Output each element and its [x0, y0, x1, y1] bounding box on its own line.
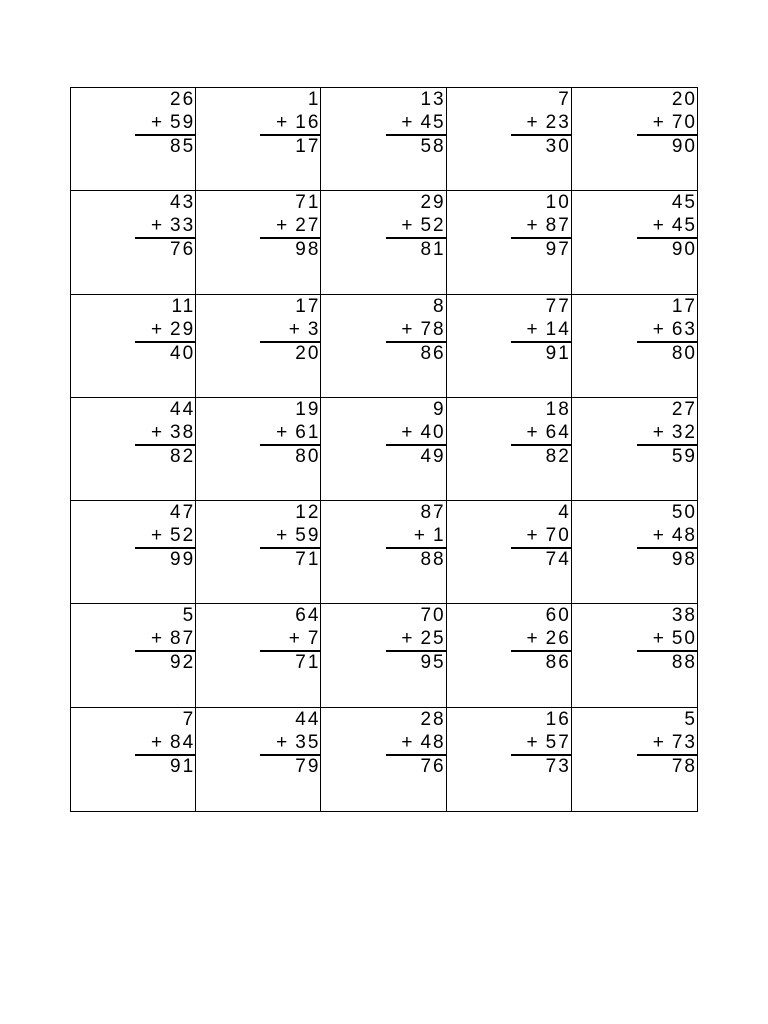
- plus-sign: +: [150, 318, 165, 340]
- addition-problem: [637, 191, 697, 261]
- first-addend: 47: [170, 502, 196, 524]
- addition-problem: [386, 501, 446, 571]
- addition-problem: [260, 708, 320, 778]
- second-addend: 48: [671, 525, 697, 547]
- plus-sign: +: [276, 525, 290, 547]
- first-addend: 19: [295, 398, 321, 420]
- addition-problem: [637, 708, 697, 778]
- problem-cell: [321, 191, 446, 294]
- second-addend: 16: [295, 112, 321, 133]
- first-addend: 26: [170, 89, 196, 110]
- second-addend: 3: [307, 318, 321, 340]
- second-addend-line: [260, 318, 320, 343]
- first-addend: 43: [170, 192, 196, 214]
- second-addend-line: [386, 214, 446, 239]
- sum-answer: 74: [545, 549, 571, 571]
- second-addend: 50: [671, 628, 697, 650]
- addition-problem: [637, 295, 697, 365]
- plus-sign: +: [150, 628, 165, 650]
- second-addend: 26: [545, 628, 571, 650]
- plus-sign: +: [526, 525, 540, 547]
- second-addend: 40: [420, 421, 446, 443]
- addition-problem: [386, 295, 446, 365]
- problem-cell: [447, 191, 572, 294]
- first-addend: 50: [671, 502, 697, 524]
- problem-cell: [196, 501, 321, 604]
- first-addend: 45: [671, 192, 697, 214]
- addition-problem: [511, 191, 571, 261]
- second-addend-line: [637, 524, 697, 549]
- second-addend-line: [386, 421, 446, 446]
- plus-sign: +: [401, 731, 415, 753]
- second-addend-line: [135, 524, 195, 549]
- sum-answer: 86: [545, 652, 571, 674]
- sum-answer: 81: [420, 239, 446, 261]
- second-addend-line: [260, 111, 320, 136]
- second-addend-line: [637, 421, 697, 446]
- problem-cell: [447, 398, 572, 501]
- first-addend: 64: [295, 605, 321, 627]
- second-addend: 14: [545, 318, 571, 340]
- problem-cell: [71, 501, 196, 604]
- first-addend: 11: [171, 295, 196, 317]
- problem-cell: [572, 295, 697, 398]
- second-addend: 64: [545, 421, 571, 443]
- second-addend-line: [260, 214, 320, 239]
- plus-sign: +: [288, 318, 302, 340]
- first-addend: 17: [671, 295, 697, 317]
- plus-sign: +: [150, 112, 165, 133]
- plus-sign: +: [276, 731, 290, 753]
- addition-problem: [260, 191, 320, 261]
- second-addend: 52: [170, 525, 196, 547]
- second-addend-line: [135, 731, 195, 756]
- plus-sign: +: [526, 421, 540, 443]
- second-addend: 59: [295, 525, 321, 547]
- plus-sign: +: [652, 318, 666, 340]
- plus-sign: +: [526, 318, 540, 340]
- second-addend-line: [511, 524, 571, 549]
- plus-sign: +: [401, 628, 415, 650]
- first-addend: 38: [671, 605, 697, 627]
- second-addend-line: [511, 214, 571, 239]
- addition-problem: [260, 398, 320, 468]
- problem-cell: [196, 398, 321, 501]
- sum-answer: 80: [295, 445, 321, 467]
- problem-cell: [196, 604, 321, 707]
- second-addend: 35: [295, 731, 321, 753]
- plus-sign: +: [526, 215, 540, 237]
- first-addend: 44: [170, 398, 196, 420]
- plus-sign: +: [526, 731, 540, 753]
- first-addend: 17: [295, 295, 321, 317]
- sum-answer: 17: [295, 136, 321, 157]
- sum-answer: 30: [545, 136, 571, 157]
- sum-answer: 90: [671, 239, 697, 261]
- sum-answer: 99: [170, 549, 196, 571]
- first-addend: 12: [295, 502, 321, 524]
- sum-answer: 88: [420, 549, 446, 571]
- second-addend: 32: [671, 421, 697, 443]
- second-addend-line: [511, 627, 571, 652]
- addition-problem: [135, 295, 195, 365]
- first-addend: 5: [684, 708, 697, 730]
- second-addend: 23: [545, 112, 571, 133]
- first-addend: 27: [671, 398, 697, 420]
- addition-worksheet-grid: [70, 87, 698, 812]
- sum-answer: 73: [545, 755, 571, 777]
- addition-problem: [511, 295, 571, 365]
- plus-sign: +: [401, 215, 415, 237]
- addition-problem: [135, 398, 195, 468]
- sum-answer: 92: [170, 652, 196, 674]
- sum-answer: 86: [420, 342, 446, 364]
- sum-answer: 20: [295, 342, 321, 364]
- problem-cell: [572, 501, 697, 604]
- problem-cell: [447, 604, 572, 707]
- sum-answer: 82: [170, 445, 196, 467]
- sum-answer: 90: [671, 136, 697, 157]
- first-addend: 18: [545, 398, 571, 420]
- plus-sign: +: [526, 628, 540, 650]
- problem-cell: [321, 708, 446, 811]
- second-addend: 29: [170, 318, 196, 340]
- sum-answer: 97: [545, 239, 571, 261]
- second-addend: 84: [170, 731, 196, 753]
- addition-problem: [135, 604, 195, 674]
- second-addend-line: [386, 318, 446, 343]
- second-addend: 87: [170, 628, 196, 650]
- first-addend: 70: [420, 605, 446, 627]
- sum-answer: 85: [170, 136, 196, 157]
- second-addend-line: [637, 214, 697, 239]
- sum-answer: 49: [420, 445, 446, 467]
- first-addend: 7: [182, 708, 196, 730]
- second-addend: 33: [170, 215, 196, 237]
- plus-sign: +: [276, 112, 290, 133]
- problem-cell: [71, 191, 196, 294]
- sum-answer: 88: [671, 652, 697, 674]
- addition-problem: [135, 191, 195, 261]
- second-addend: 73: [671, 731, 697, 753]
- second-addend: 52: [420, 215, 446, 237]
- addition-problem: [511, 708, 571, 778]
- second-addend-line: [260, 524, 320, 549]
- addition-problem: [386, 88, 446, 158]
- sum-answer: 79: [295, 755, 321, 777]
- second-addend-line: [511, 421, 571, 446]
- second-addend-line: [511, 318, 571, 343]
- problem-cell: [196, 88, 321, 191]
- problem-cell: [321, 604, 446, 707]
- addition-problem: [511, 501, 571, 571]
- addition-problem: [637, 604, 697, 674]
- plus-sign: +: [401, 421, 415, 443]
- problem-cell: [447, 708, 572, 811]
- second-addend-line: [386, 627, 446, 652]
- plus-sign: +: [526, 112, 540, 133]
- second-addend-line: [637, 111, 697, 136]
- sum-answer: 40: [170, 342, 196, 364]
- problem-cell: [321, 295, 446, 398]
- addition-problem: [511, 88, 571, 158]
- first-addend: 1: [307, 89, 321, 110]
- addition-problem: [260, 501, 320, 571]
- sum-answer: 78: [671, 755, 697, 777]
- plus-sign: +: [150, 215, 165, 237]
- first-addend: 71: [295, 192, 321, 214]
- plus-sign: +: [413, 525, 428, 547]
- sum-answer: 95: [420, 652, 446, 674]
- second-addend-line: [260, 731, 320, 756]
- addition-problem: [386, 604, 446, 674]
- plus-sign: +: [150, 421, 165, 443]
- sum-answer: 80: [671, 342, 697, 364]
- second-addend: 78: [420, 318, 446, 340]
- plus-sign: +: [652, 731, 666, 753]
- problem-cell: [196, 191, 321, 294]
- first-addend: 16: [545, 708, 571, 730]
- second-addend: 59: [170, 112, 196, 133]
- problem-cell: [196, 708, 321, 811]
- second-addend-line: [260, 421, 320, 446]
- first-addend: 28: [420, 708, 446, 730]
- sum-answer: 58: [420, 136, 446, 157]
- second-addend-line: [135, 421, 195, 446]
- plus-sign: +: [401, 318, 415, 340]
- addition-problem: [511, 604, 571, 674]
- first-addend: 5: [182, 605, 196, 627]
- plus-sign: +: [652, 112, 666, 133]
- second-addend: 87: [545, 215, 571, 237]
- second-addend: 70: [545, 525, 571, 547]
- sum-answer: 98: [295, 239, 321, 261]
- addition-problem: [260, 295, 320, 365]
- second-addend-line: [511, 111, 571, 136]
- problem-cell: [572, 604, 697, 707]
- second-addend: 38: [170, 421, 196, 443]
- problem-cell: [572, 398, 697, 501]
- plus-sign: +: [276, 421, 290, 443]
- first-addend: 4: [558, 502, 571, 524]
- second-addend-line: [637, 318, 697, 343]
- second-addend: 7: [307, 628, 321, 650]
- plus-sign: +: [288, 628, 302, 650]
- plus-sign: +: [652, 421, 666, 443]
- problem-cell: [71, 295, 196, 398]
- plus-sign: +: [276, 215, 290, 237]
- addition-problem: [260, 604, 320, 674]
- addition-problem: [260, 88, 320, 158]
- second-addend: 70: [671, 112, 697, 133]
- second-addend-line: [135, 627, 195, 652]
- first-addend: 44: [295, 708, 321, 730]
- addition-problem: [386, 708, 446, 778]
- first-addend: 87: [420, 502, 446, 524]
- second-addend: 48: [420, 731, 446, 753]
- sum-answer: 76: [420, 755, 446, 777]
- second-addend-line: [135, 111, 195, 136]
- problem-cell: [196, 295, 321, 398]
- sum-answer: 71: [295, 549, 321, 571]
- problem-cell: [321, 501, 446, 604]
- sum-answer: 98: [671, 549, 697, 571]
- second-addend: 61: [295, 421, 321, 443]
- first-addend: 20: [671, 89, 697, 110]
- sum-answer: 76: [170, 239, 196, 261]
- first-addend: 9: [433, 398, 446, 420]
- first-addend: 77: [545, 295, 571, 317]
- first-addend: 60: [545, 605, 571, 627]
- second-addend: 1: [433, 525, 446, 547]
- problem-cell: [71, 604, 196, 707]
- addition-problem: [386, 191, 446, 261]
- first-addend: 7: [558, 89, 571, 110]
- first-addend: 13: [420, 89, 446, 110]
- addition-problem: [637, 501, 697, 571]
- plus-sign: +: [150, 525, 165, 547]
- second-addend-line: [135, 214, 195, 239]
- plus-sign: +: [401, 112, 415, 133]
- plus-sign: +: [150, 731, 165, 753]
- sum-answer: 59: [671, 445, 697, 467]
- problem-cell: [321, 88, 446, 191]
- problem-cell: [572, 191, 697, 294]
- plus-sign: +: [652, 215, 666, 237]
- addition-problem: [511, 398, 571, 468]
- second-addend-line: [386, 524, 446, 549]
- second-addend: 63: [671, 318, 697, 340]
- sum-answer: 91: [545, 342, 571, 364]
- first-addend: 8: [433, 295, 446, 317]
- second-addend-line: [511, 731, 571, 756]
- second-addend-line: [135, 318, 195, 343]
- second-addend-line: [386, 111, 446, 136]
- addition-problem: [637, 398, 697, 468]
- problem-cell: [71, 708, 196, 811]
- addition-problem: [386, 398, 446, 468]
- problem-cell: [447, 88, 572, 191]
- plus-sign: +: [652, 628, 666, 650]
- problem-cell: [71, 88, 196, 191]
- problem-cell: [572, 708, 697, 811]
- first-addend: 29: [420, 192, 446, 214]
- second-addend: 57: [545, 731, 571, 753]
- problem-cell: [447, 295, 572, 398]
- second-addend: 27: [295, 215, 321, 237]
- second-addend: 45: [671, 215, 697, 237]
- addition-problem: [135, 501, 195, 571]
- first-addend: 10: [545, 192, 571, 214]
- addition-problem: [135, 88, 195, 158]
- second-addend-line: [260, 627, 320, 652]
- sum-answer: 91: [170, 755, 196, 777]
- problem-cell: [447, 501, 572, 604]
- problem-cell: [71, 398, 196, 501]
- problem-cell: [321, 398, 446, 501]
- addition-problem: [135, 708, 195, 778]
- second-addend-line: [386, 731, 446, 756]
- sum-answer: 82: [545, 445, 571, 467]
- plus-sign: +: [652, 525, 666, 547]
- second-addend-line: [637, 731, 697, 756]
- sum-answer: 71: [295, 652, 321, 674]
- addition-problem: [637, 88, 697, 158]
- second-addend: 25: [420, 628, 446, 650]
- second-addend-line: [637, 627, 697, 652]
- second-addend: 45: [420, 112, 446, 133]
- problem-cell: [572, 88, 697, 191]
